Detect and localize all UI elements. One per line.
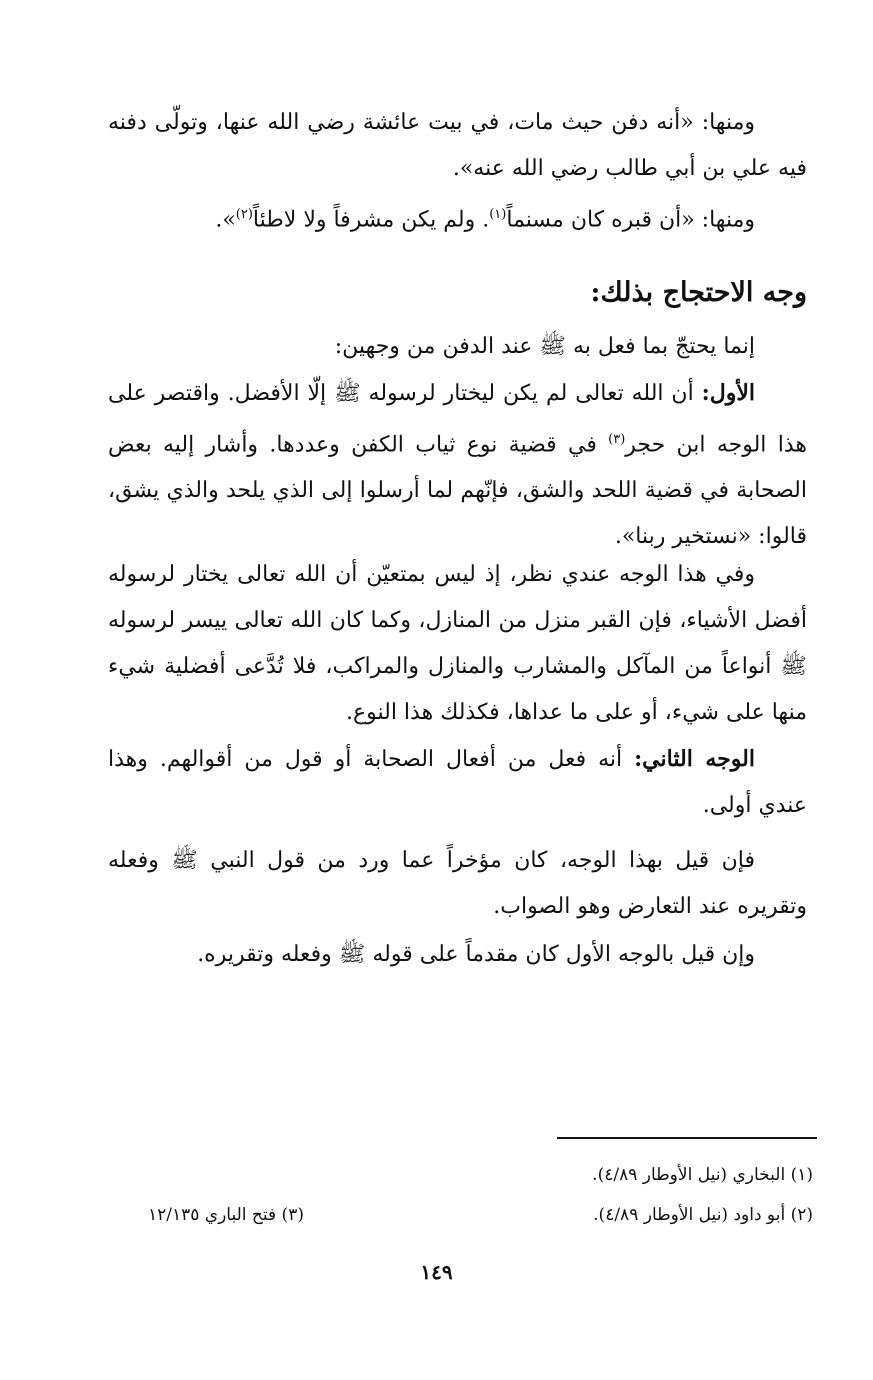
footnote-ref-3: (٣) (608, 432, 626, 447)
text-span: ». (215, 207, 236, 233)
top-text (108, 100, 807, 243)
footnote-3: (٣) فتح الباري ١٢/١٣٥ (148, 1205, 304, 1225)
paragraph-second-aspect (108, 736, 807, 829)
paragraph-grave-shape (108, 192, 807, 243)
paragraph-conclusion-2: وإن قيل بالوجه الأول كان مقدماً على قوله ﷺ وفعله وتقريره. (197, 942, 755, 967)
footnote-row-2 (108, 1200, 813, 1230)
critique-text (108, 552, 807, 736)
text-span: ومنها: «أن قبره كان مسنماً (506, 207, 755, 233)
first-aspect-label: الأول: (701, 380, 755, 406)
footnote-row-1 (108, 1160, 813, 1190)
paragraph-critique: وفي هذا الوجه عندي نظر، إذ ليس بمتعيّن أن الله تعالى يختار لرسوله أفضل الأشياء، فإن القبر منزل من المنازل، وكما كان الله تعالى ييسر لرسوله ﷺ أنواعاً من المآكل والمشارب والمنازل والمراكب، فلا تُدَّعى أفضلية شيء منها على شيء، أو على ما عداها، فكذلك هذا النوع. (108, 562, 807, 725)
conclusion-text-2 (108, 932, 807, 978)
footnote-ref-1: (١) (489, 207, 507, 222)
paragraph-conclusion-1: فإن قيل بهذا الوجه، كان مؤخراً عما ورد من قول النبي ﷺ وفعله وتقريره عند التعارض وهو الصواب. (108, 848, 807, 919)
page-number: ١٤٩ (420, 1260, 453, 1284)
paragraph-intro: إنما يحتجّ بما فعل به ﷺ عند الدفن من وجهين: (334, 334, 755, 359)
second-aspect-label: الوجه الثاني: (634, 746, 755, 772)
footnote-divider (557, 1137, 817, 1139)
text-span: في قضية نوع ثياب الكفن وعددها. وأشار إليه بعض الصحابة في قضية اللحد والشق، فإنّهم لما أرسلوا إلى الذي يلحد والذي يشق، قالوا: «نستخير ربنا». (108, 432, 807, 550)
text-span: . ولم يكن مشرفاً ولا لاطئاً (252, 207, 490, 233)
section-heading: وجه الاحتجاج بذلك: (590, 277, 807, 308)
second-aspect-text (108, 736, 807, 829)
text-span: أنه فعل من أفعال الصحابة أو قول من أقوالهم. وهذا عندي أولى. (108, 747, 807, 818)
paragraph-first-aspect (108, 370, 807, 560)
footnote-ref-2: (٢) (235, 207, 253, 222)
paragraph-burial-place: ومنها: «أنه دفن حيث مات، في بيت عائشة رضي الله عنها، وتولّى دفنه فيه علي بن أبي طالب رضي الله عنه». (108, 110, 807, 181)
text-span: أن الله تعالى لم يكن ليختار لرسوله ﷺ إلّا الأفضل. واقتصر على هذا الوجه ابن حجر (108, 381, 807, 458)
footnote-2: (٢) أبو داود (نيل الأوطار ٤/٨٩). (593, 1205, 813, 1225)
main-text (108, 324, 807, 560)
footnote-1: (١) البخاري (نيل الأوطار ٤/٨٩). (592, 1165, 813, 1185)
conclusion-text (108, 838, 807, 930)
